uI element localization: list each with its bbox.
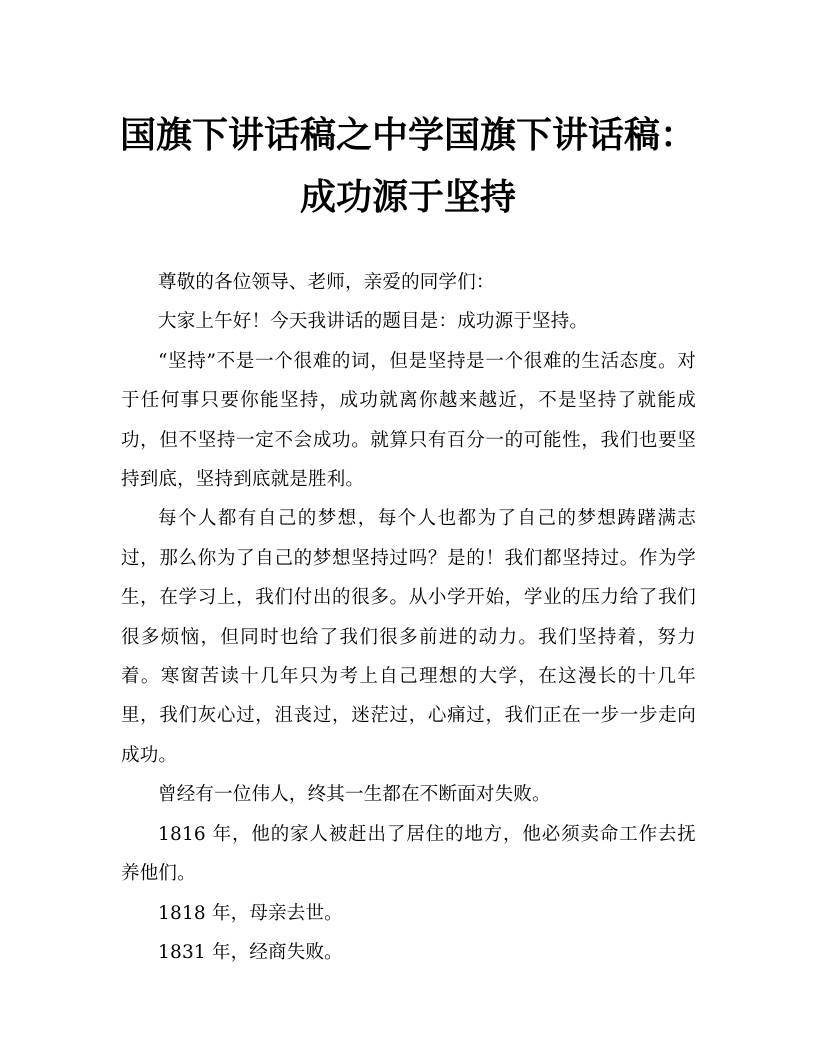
document-body (121, 263, 696, 972)
paragraph-great-man: 曾经有一位伟人，终其一生都在不断面对失败。 (158, 784, 551, 806)
paragraph-1831: 1831 年，经商失败。 (158, 941, 343, 963)
document-title: 国旗下讲话稿之中学国旗下讲话稿：成功源于坚持 (119, 114, 696, 218)
paragraph-persistence-meaning: “坚持”不是一个很难的词，但是坚持是一个很难的生活态度。对于任何事只要你能坚持，成功就离你越来越近，不是坚持了就能成功，但不坚持一定不会成功。就算只有百分一的可能性，我们也要坚持到底，坚持到底就是胜利。 (121, 350, 696, 491)
paragraph-dreams: 每个人都有自己的梦想，每个人也都为了自己的梦想踌躇满志过，那么你为了自己的梦想坚持过吗？是的！我们都坚持过。作为学生，在学习上，我们付出的很多。从小学开始，学业的压力给了我们很多烦恼，但同时也给了我们很多前进的动力。我们坚持着，努力着。寒窗苦读十几年只为考上自己理想的大学，在这漫长的十几年里，我们灰心过，沮丧过，迷茫过，心痛过，我们正在一步一步走向成功。 (121, 508, 696, 766)
paragraph-topic: 大家上午好！今天我讲话的题目是：成功源于坚持。 (158, 311, 589, 333)
paragraph-greeting: 尊敬的各位领导、老师，亲爱的同学们： (158, 272, 495, 293)
paragraph-1816: 1816 年，他的家人被赶出了居住的地方，他必须卖命工作去抚养他们。 (121, 823, 696, 885)
paragraph-1818: 1818 年，母亲去世。 (158, 902, 343, 924)
